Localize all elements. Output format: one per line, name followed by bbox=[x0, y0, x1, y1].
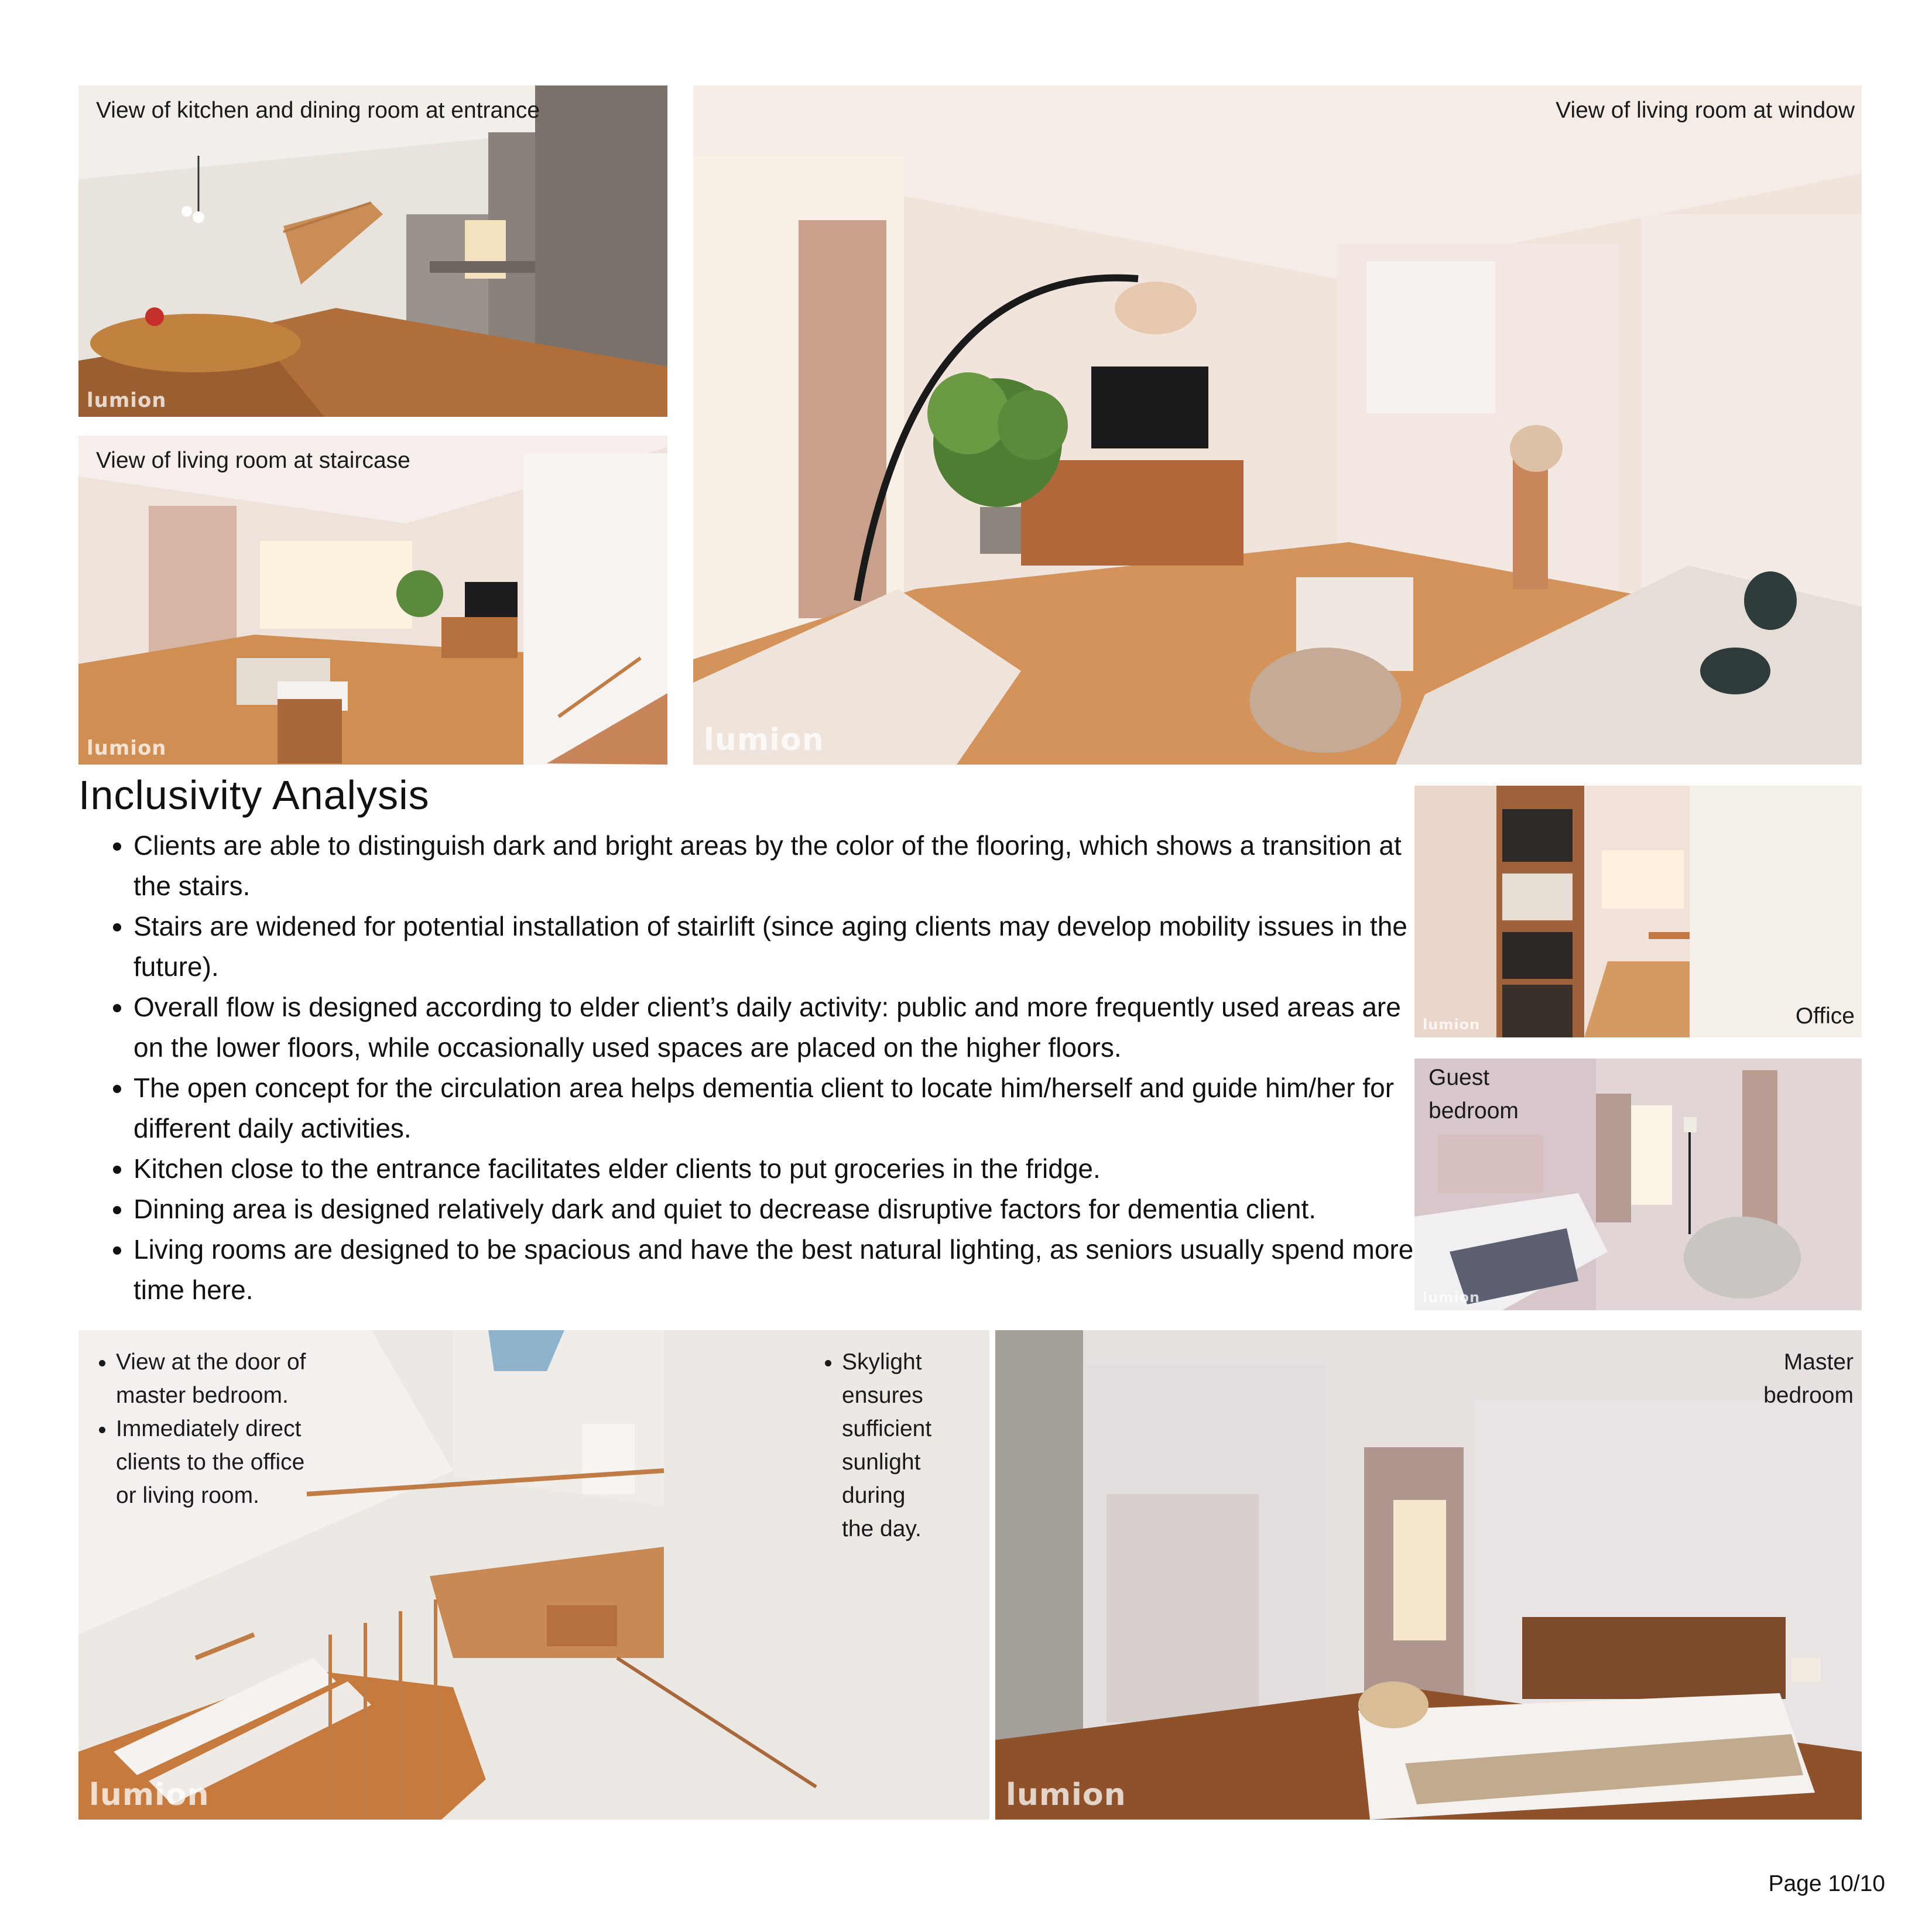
skylight-note: • Skylight ensures sufficient sunlight during the day. bbox=[842, 1345, 939, 1546]
analysis-item: • The open concept for the circulation area helps dementia client to locate him/herself and guide him/her for different daily activities. bbox=[133, 1068, 1427, 1149]
office-render bbox=[1414, 786, 1862, 1037]
analysis-title: Inclusivity Analysis bbox=[78, 772, 430, 818]
kitchen-dining-image bbox=[78, 85, 667, 417]
office-image bbox=[1414, 786, 1862, 1037]
office-caption: Office bbox=[1795, 1003, 1855, 1029]
living-room-staircase-render bbox=[78, 436, 667, 765]
kitchen-dining-render bbox=[78, 85, 667, 417]
page-number: Page 10/10 bbox=[1768, 1871, 1885, 1896]
analysis-item: • Kitchen close to the entrance facilitates elder clients to put groceries in the fridge. bbox=[133, 1149, 1427, 1189]
lumion-watermark: lumion bbox=[89, 1777, 210, 1813]
lumion-watermark: lumion bbox=[704, 722, 824, 758]
master-bedroom-caption bbox=[1763, 1345, 1854, 1412]
lumion-watermark: lumion bbox=[1423, 1016, 1481, 1033]
living-room-staircase-image bbox=[78, 436, 667, 765]
guest-bedroom-caption bbox=[1429, 1061, 1519, 1128]
guest-bedroom-render bbox=[1414, 1059, 1862, 1310]
analysis-item: • Stairs are widened for potential installation of stairlift (since aging clients may develop mobility issues in the future). bbox=[133, 906, 1427, 987]
analysis-item: • Dinning area is designed relatively dark and quiet to decrease disruptive factors for dementia client. bbox=[133, 1189, 1427, 1229]
living-room-staircase-caption: View of living room at staircase bbox=[96, 448, 410, 473]
guest-bedroom-caption-line2: bedroom bbox=[1429, 1098, 1519, 1123]
lumion-watermark: lumion bbox=[1423, 1289, 1481, 1306]
master-bedroom-caption-line1: Master bbox=[1783, 1349, 1854, 1375]
staircase-view-render bbox=[78, 1330, 989, 1820]
guest-bedroom-caption-line1: Guest bbox=[1429, 1065, 1490, 1090]
staircase-note: • Immediately direct clients to the office or living room. bbox=[116, 1412, 330, 1512]
lumion-watermark: lumion bbox=[87, 389, 167, 412]
master-bedroom-caption-line2: bedroom bbox=[1763, 1383, 1854, 1408]
analysis-item: • Living rooms are designed to be spacious and have the best natural lighting, as seniors usually spend more time here. bbox=[133, 1229, 1427, 1310]
analysis-item: • Clients are able to distinguish dark and bright areas by the color of the flooring, which shows a transition at the stairs. bbox=[133, 825, 1427, 906]
staircase-note: • View at the door of master bedroom. bbox=[116, 1345, 330, 1412]
analysis-item: • Overall flow is designed according to elder client’s daily activity: public and more frequently used areas are on the lower floors, while occasionally used spaces are placed on the higher floors. bbox=[133, 987, 1427, 1068]
master-bedroom-render bbox=[995, 1330, 1862, 1820]
lumion-watermark: lumion bbox=[87, 737, 167, 760]
living-room-window-caption: View of living room at window bbox=[1556, 98, 1855, 123]
staircase-notes-left bbox=[96, 1345, 330, 1512]
master-bedroom-image bbox=[995, 1330, 1862, 1820]
staircase-notes-right bbox=[822, 1345, 939, 1546]
kitchen-dining-caption: View of kitchen and dining room at entrance bbox=[96, 98, 540, 123]
living-room-window-image bbox=[693, 85, 1862, 765]
living-room-window-render bbox=[693, 85, 1862, 765]
lumion-watermark: lumion bbox=[1006, 1777, 1126, 1813]
analysis-list bbox=[104, 825, 1427, 1310]
